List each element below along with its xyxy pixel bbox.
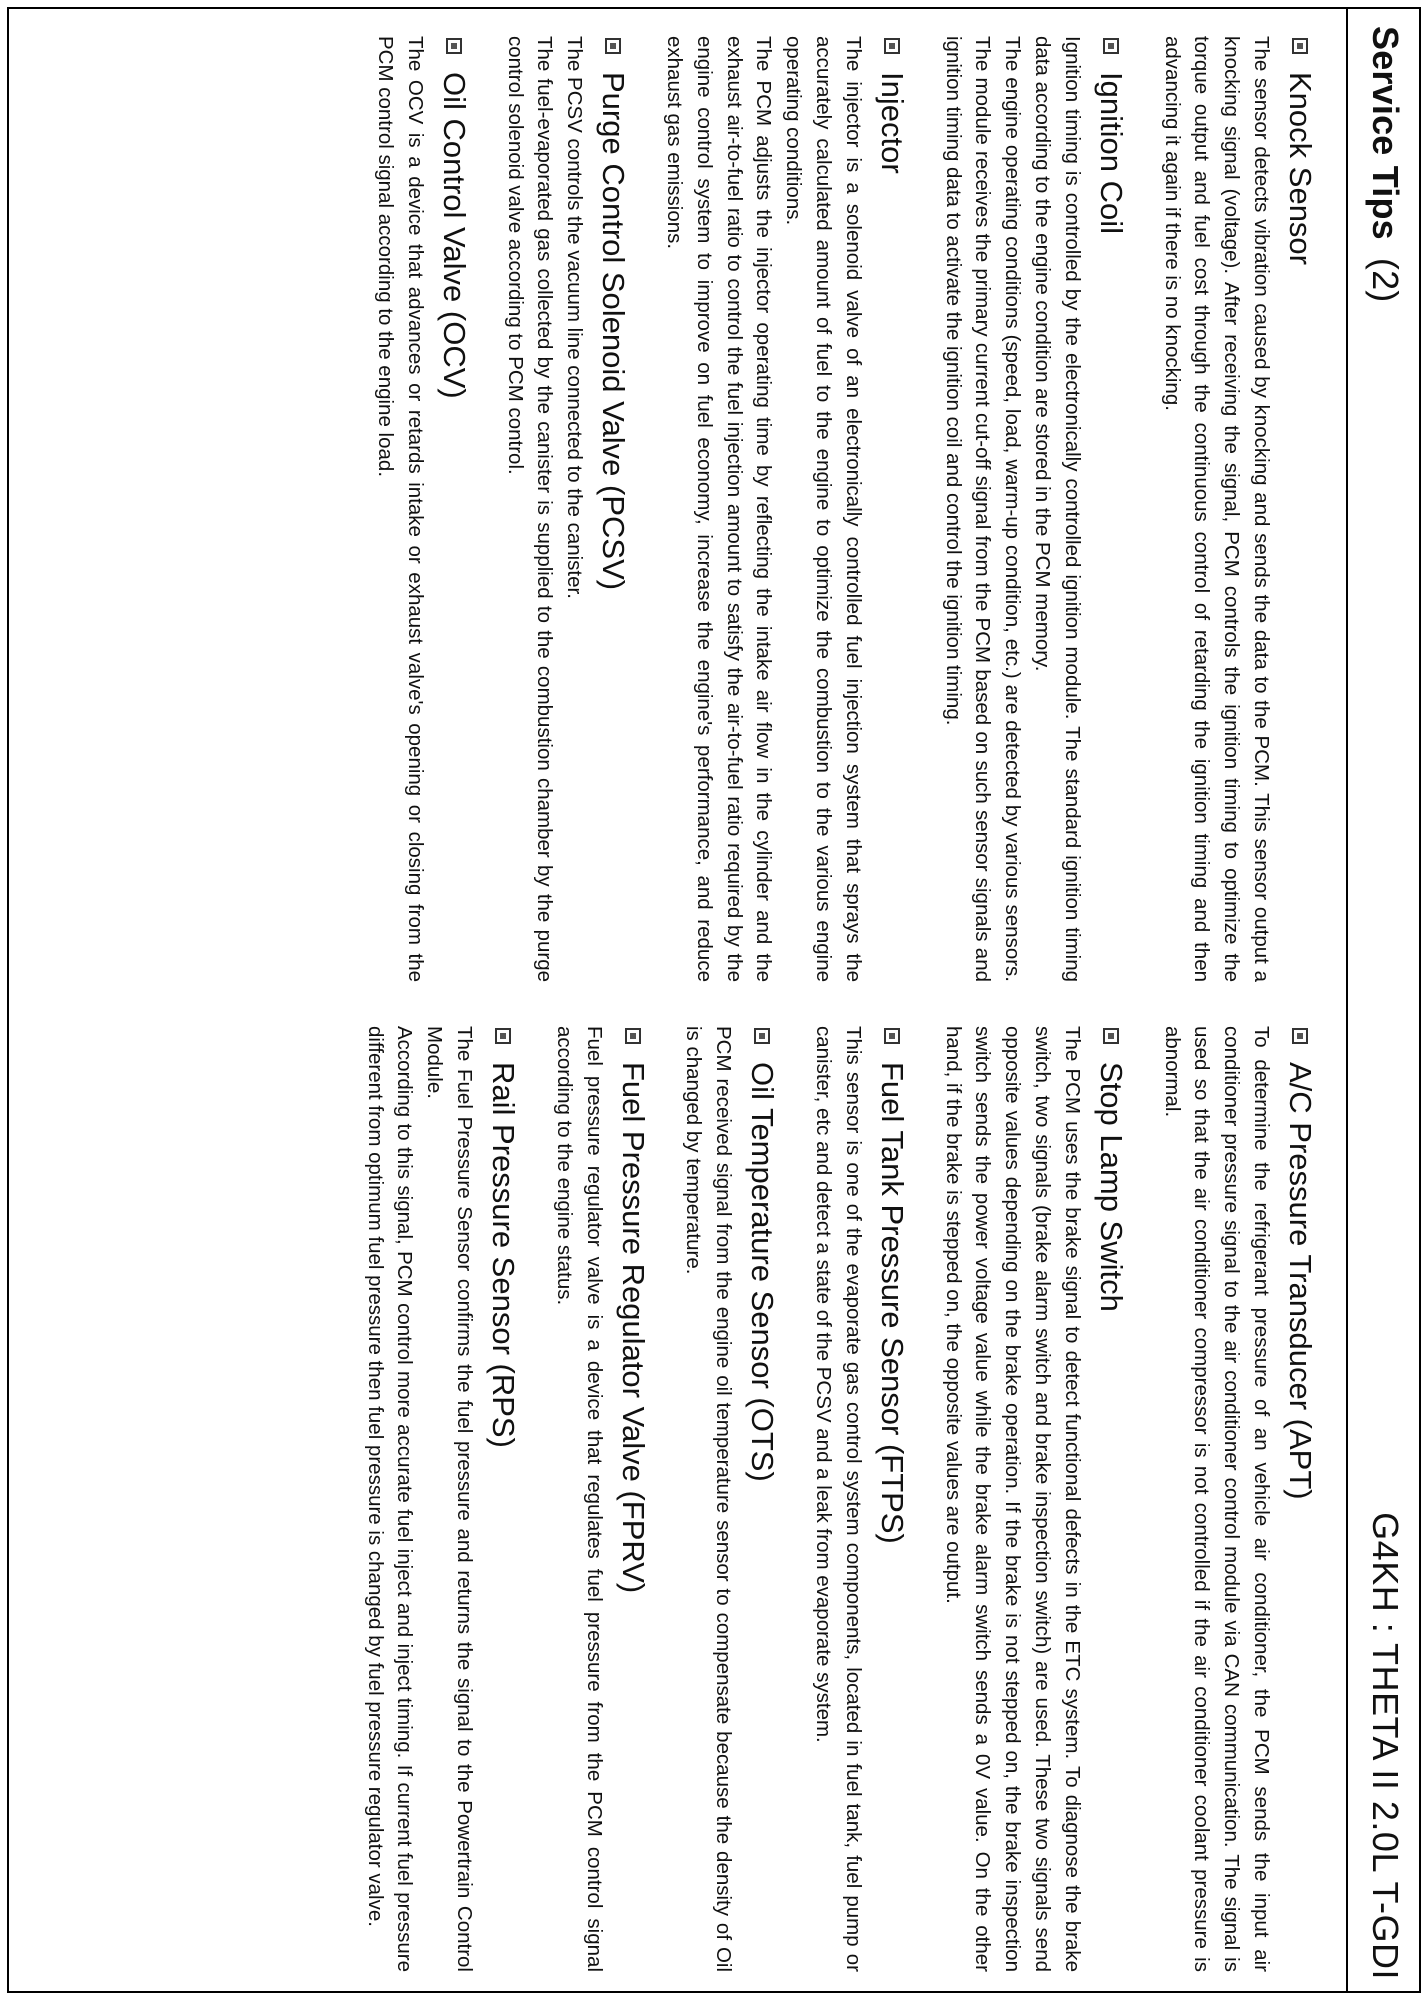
section-heading: [1282, 1026, 1318, 1972]
page-header: [1354, 14, 1410, 1986]
section-heading-text: Stop Lamp Switch: [1093, 1062, 1129, 1312]
section-paragraph: The PCM uses the brake signal to detect functional defects in the ETC system. To diagnose the brake switch, two signals (brake alarm switch and brake inspection switch) are used. These two signals send opposite values depending on the brake operation. If the brake is not stepped on, the brake inspection switch sends the power voltage value while the brake alarm switch sends a 0V value. On the other hand, if the brake is stepped on, the opposite values are output.: [941, 1026, 1084, 1972]
section-fprv: [549, 1026, 651, 1972]
square-bullet-icon: [1292, 1028, 1308, 1044]
section-heading-text: Rail Pressure Sensor (RPS): [486, 1062, 522, 1448]
section-paragraph: The Fuel Pressure Sensor confirms the fuel pressure and returns the signal to the Powertrain Control Module.: [423, 1026, 477, 1972]
square-bullet-icon: [446, 38, 462, 54]
section-ignition-coil: [938, 36, 1129, 982]
square-bullet-icon: [1292, 38, 1308, 54]
section-paragraph: The OCV is a device that advances or retards intake or exhaust valve's opening or closing from the PCM control signal according to the engine load.: [374, 36, 427, 982]
header-divider: [1346, 7, 1348, 1993]
section-apt: [1157, 1026, 1318, 1972]
section-paragraph: The sensor detects vibration caused by knocking and sends the data to the PCM. This sensor output a knocking signal (voltage). After receiving the signal, PCM controls the ignition timing to optimize the torque output and fuel cost through the continuous control of retarding the ignition timing and then advancing it again if there is no knocking.: [1160, 36, 1273, 982]
section-ocv: [370, 36, 472, 982]
section-paragraph: The engine operating conditions (speed, load, warm-up condition, etc.) are detected by various sensors. The module receives the primary current cut-off signal from the PCM based on such sensor signals and ignition timing data to activate the ignition coil and control the ignition timing.: [941, 36, 1025, 982]
square-bullet-icon: [754, 1028, 770, 1044]
section-heading-text: Knock Sensor: [1283, 72, 1318, 265]
square-bullet-icon: [605, 38, 621, 54]
square-bullet-icon: [625, 1028, 641, 1044]
section-heading: [485, 1026, 521, 1972]
section-knock-sensor: [1157, 36, 1318, 982]
square-bullet-icon: [884, 1028, 900, 1044]
section-heading: [874, 1026, 910, 1972]
right-column: [332, 1026, 1318, 1972]
engine-label: G4KH : THETA II 2.0L T-GDI: [1365, 1512, 1406, 1980]
section-heading-text: Fuel Pressure Regulator Valve (FPRV): [615, 1062, 651, 1594]
section-paragraph: PCM received signal from the engine oil temperature sensor to compensate because the density of Oil is changed by temperature.: [682, 1026, 736, 1972]
section-heading: [1093, 36, 1129, 982]
section-paragraph: Ignition timing is controlled by the electronically controlled ignition module. The standard ignition timing data according to the engine condition are stored in the PCM memory.: [1031, 36, 1084, 982]
section-paragraph: The fuel-evaporated gas collected by the canister is supplied to the combustion chamber by the purge control solenoid valve according to PCM control.: [503, 36, 557, 982]
section-pcsv: [500, 36, 631, 982]
section-paragraph: This sensor is one of the evaporate gas control system components, located in fuel tank, fuel pump or canister, etc and detect a state of the PCSV and a leak from evaporate system.: [812, 1026, 865, 1972]
section-heading: [615, 1026, 651, 1972]
section-rps: [360, 1026, 521, 1972]
section-ftps: [808, 1026, 910, 1972]
title-part-number: (2): [1365, 257, 1406, 303]
section-injector: [659, 36, 910, 982]
section-paragraph: The injector is a solenoid valve of an electronically controlled fuel injection system that sprays the accurately calculated amount of fuel to the engine to optimize the combustion to the various engine operating conditions.: [782, 36, 865, 982]
section-heading: [744, 1026, 780, 1972]
section-heading: [874, 36, 910, 982]
section-heading: [1093, 1026, 1129, 1972]
section-heading: [436, 36, 472, 982]
section-paragraph: The PCSV controls the vacuum line connected to the canister.: [563, 36, 587, 599]
left-column: [342, 36, 1318, 982]
section-heading-text: Ignition Coil: [1093, 72, 1129, 234]
section-ots: [679, 1026, 781, 1972]
square-bullet-icon: [495, 1028, 511, 1044]
section-heading-text: A/C Pressure Transducer (APT): [1283, 1062, 1318, 1500]
section-heading-text: Purge Control Solenoid Valve (PCSV): [596, 72, 632, 591]
section-paragraph: The PCM adjusts the injector operating time by reflecting the intake air flow in the cylinder and the exhaust air-to-fuel ratio to control the fuel injection amount to satisfy the air-to-fuel ratio required by the engine control system to improve on fuel economy, increase the engine's performance, and reduce exhaust gas emissions.: [663, 36, 776, 982]
section-heading: [1282, 36, 1318, 982]
section-paragraph: Fuel pressure regulator valve is a device that regulates fuel pressure from the PCM control signal according to the engine status.: [552, 1026, 606, 1972]
square-bullet-icon: [884, 38, 900, 54]
title-text: Service Tips: [1365, 26, 1406, 240]
section-heading-text: Fuel Tank Pressure Sensor (FTPS): [874, 1062, 910, 1544]
square-bullet-icon: [1103, 38, 1119, 54]
square-bullet-icon: [1103, 1028, 1119, 1044]
section-heading-text: Oil Temperature Sensor (OTS): [745, 1062, 781, 1482]
section-heading-text: Oil Control Valve (OCV): [436, 72, 472, 399]
page-title: [1364, 26, 1406, 302]
section-heading-text: Injector: [874, 72, 910, 174]
section-stop-lamp-switch: [938, 1026, 1129, 1972]
section-paragraph: According to this signal, PCM control more accurate fuel inject and inject timing. If current fuel pressure different from optimum fuel pressure then fuel pressure is changed by fuel pressure regulator valve.: [363, 1026, 417, 1972]
section-heading: [595, 36, 631, 982]
section-paragraph: To determine the refrigerant pressure of an vehicle air conditioner, the PCM sends the input air conditioner pressure signal to the air conditioner control module via CAN communication. The signal is used so that the air conditioner compressor is not controlled if the air conditioner coolant pressure is abnormal.: [1160, 1026, 1273, 1972]
